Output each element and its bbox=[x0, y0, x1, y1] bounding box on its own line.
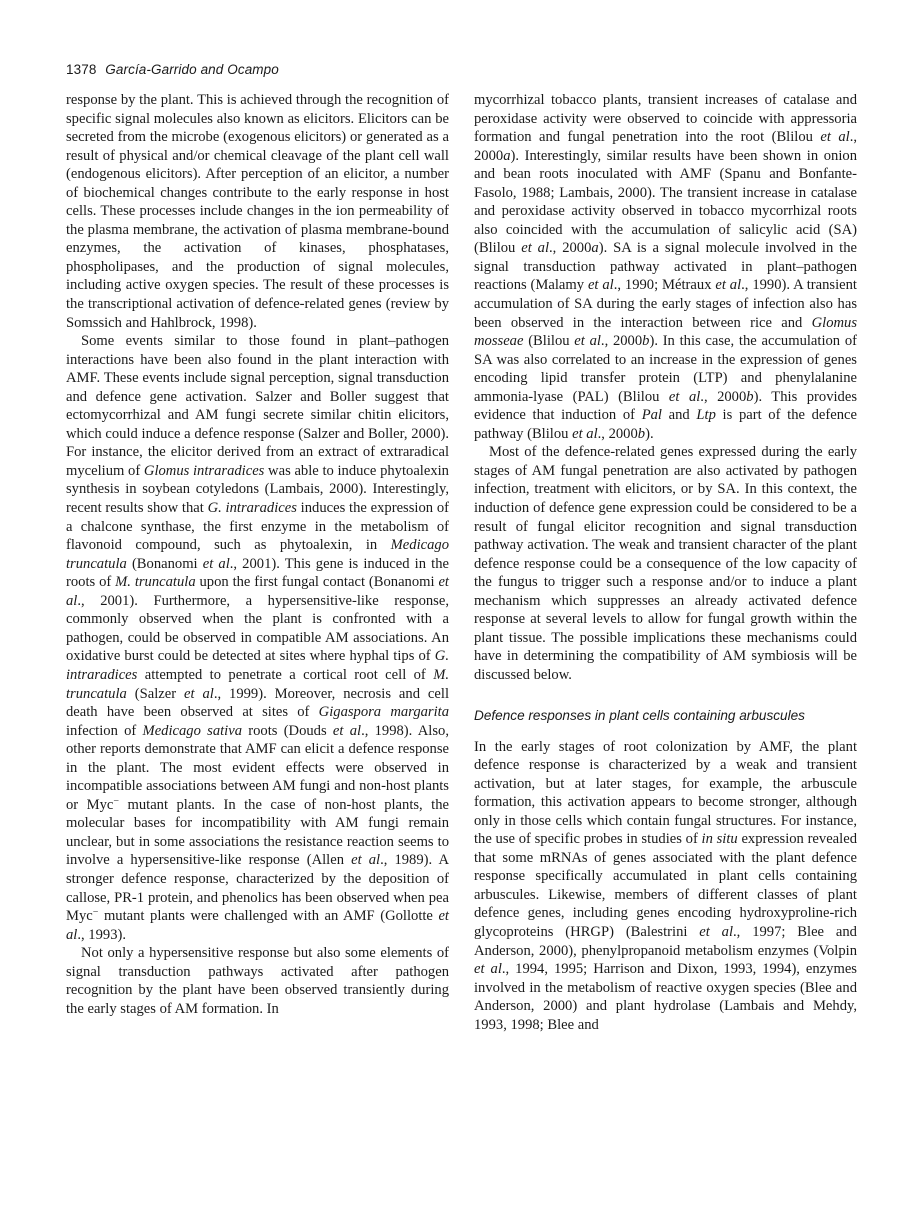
body-paragraph: In the early stages of root colonization by AMF, the plant defence response is characterized by a weak and transient activation, but at later stages, for example, the arbuscule formation, this activation appears to become stronger, although only in those cells which contain fungal structures. For instance, the use of specific probes in studies of in situ expression revealed that some mRNAs of genes associated with the plant defence response specifically accumulated in plant cells containing arbuscules. Likewise, members of different classes of plant defence genes, including genes encoding hydroxyproline-rich glycoproteins (HRGP) (Balestrini et al., 1997; Blee and Anderson, 2000), phenylpropanoid metabolism enzymes (Volpin et al., 1994, 1995; Harrison and Dixon, 1993, 1994), enzymes involved in the metabolism of reactive oxygen species (Blee and Anderson, 2000) and plant hydrolase (Lambais and Mehdy, 1993, 1998; Blee and bbox=[474, 738, 857, 1033]
body-paragraph: Some events similar to those found in plant–pathogen interactions have been also found in the plant interaction with AMF. These events include signal perception, signal transduction and defence gene activation. Salzer and Boller suggest that ectomycorrhizal and AM fungi secrete similar chitin elicitors, which could induce a defence response (Salzer and Boller, 2000). For instance, the elicitor derived from an extract of extraradical mycelium of Glomus intraradices was able to induce phytoalexin synthesis in soybean cotyledons (Lambais, 2000). Interestingly, recent results show that G. intraradices induces the expression of a chalcone synthase, the first enzyme in the metabolism of flavonoid compound, such as phytoalexin, in Medicago truncatula (Bonanomi et al., 2001). This gene is induced in the roots of M. truncatula upon the first fungal contact (Bonanomi et al., 2001). Furthermore, a hypersensitive-like response, commonly observed when the plant is confronted with a pathogen, could be observed in compatible AM associations. An oxidative burst could be detected at sites where hyphal tips of G. intraradices attempted to penetrate a cortical root cell of M. truncatula (Salzer et al., 1999). Moreover, necrosis and cell death have been observed at sites of Gigaspora margarita infection of Medicago sativa roots (Douds et al., 1998). Also, other reports demonstrate that AMF can elicit a defence response in the plant. The most evident effects were observed in incompatible associations between AM fungi and non-host plants or Myc− mutant plants. In the case of non-host plants, the molecular bases for incompatibility with AM fungi remain unclear, but in some associations the resistance reaction seems to involve a hypersensitive-like response (Allen et al., 1989). A stronger defence response, characterized by the deposition of callose, PR-1 protein, and phenolics has been observed when pea Myc− mutant plants were challenged with an AMF (Gollotte et al., 1993). bbox=[66, 333, 450, 943]
section-heading: Defence responses in plant cells containing arbuscules bbox=[474, 707, 805, 723]
page-number: 1378 bbox=[66, 62, 97, 77]
body-paragraph: response by the plant. This is achieved through the recognition of specific signal molecules also known as elicitors. Elicitors can be secreted from the microbe (exogenous elicitors) or generated as a result of physical and/or chemical cleavage of the plant cell wall (endogenous elicitors). After perception of an elicitor, a number of biochemical changes contribute to the early response in host cells. These processes include changes in the ion permeability of the plasma membrane, the activation of plasma membrane-bound enzymes, the activation of kinases, phosphatases, phospholipases, and the production of signal molecules, including active oxygen species. The result of these processes is the transcriptional activation of defence-related genes (review by Somssich and Hahlbrock, 1998). bbox=[66, 92, 449, 331]
body-paragraph: Not only a hypersensitive response but also some elements of signal transduction pathways activated after pathogen recognition by the plant have been observed transiently during the early stages of AM formation. In bbox=[66, 945, 449, 1017]
body-paragraph: mycorrhizal tobacco plants, transient increases of catalase and peroxidase activity were observed to coincide with appressoria formation and fungal penetration into the root (Blilou et al., 2000a). Interestingly, similar results have been shown in onion and bean roots inoculated with AMF (Spanu and Bonfante-Fasolo, 1988; Lambais, 2000). The transient increase in catalase and peroxidase activity observed in tobacco mycorrhizal roots also coincided with the accumulation of salicylic acid (SA) (Blilou et al., 2000a). SA is a signal molecule involved in the signal transduction pathway activated in plant–pathogen reactions (Malamy et al., 1990; Métraux et al., 1990). A transient accumulation of SA during the early stages of infection also has been observed in the interaction between rice and Glomus mosseae (Blilou et al., 2000b). In this case, the accumulation of SA was also correlated to an increase in the expression of genes encoding lipid transfer protein (LTP) and phenylalanine ammonia-lyase (PAL) (Blilou et al., 2000b). This provides evidence that induction of Pal and Ltp is part of the defence pathway (Blilou et al., 2000b). bbox=[474, 92, 857, 442]
body-paragraph: Most of the defence-related genes expressed during the early stages of AM fungal penetration are also activated by pathogen infection, treatment with elicitors, or by SA. In this context, the induction of defence gene expression could be considered to be a result of fungal elicitor recognition and signal transduction pathway activation. The weak and transient character of the plant defence response could be a consequence of the low capacity of the fungus to trigger such a response and/or to induce a plant mechanism which suppresses an already activated defence response at several levels to allow for fungal growth within the plant tissue. The possible implications these mechanisms could have in determining the compatibility of AM symbiosis will be discussed below. bbox=[474, 444, 857, 683]
left-column bbox=[66, 91, 449, 1018]
running-head-authors: García-Garrido and Ocampo bbox=[105, 62, 279, 77]
right-column bbox=[474, 91, 857, 1034]
running-head bbox=[66, 62, 279, 77]
